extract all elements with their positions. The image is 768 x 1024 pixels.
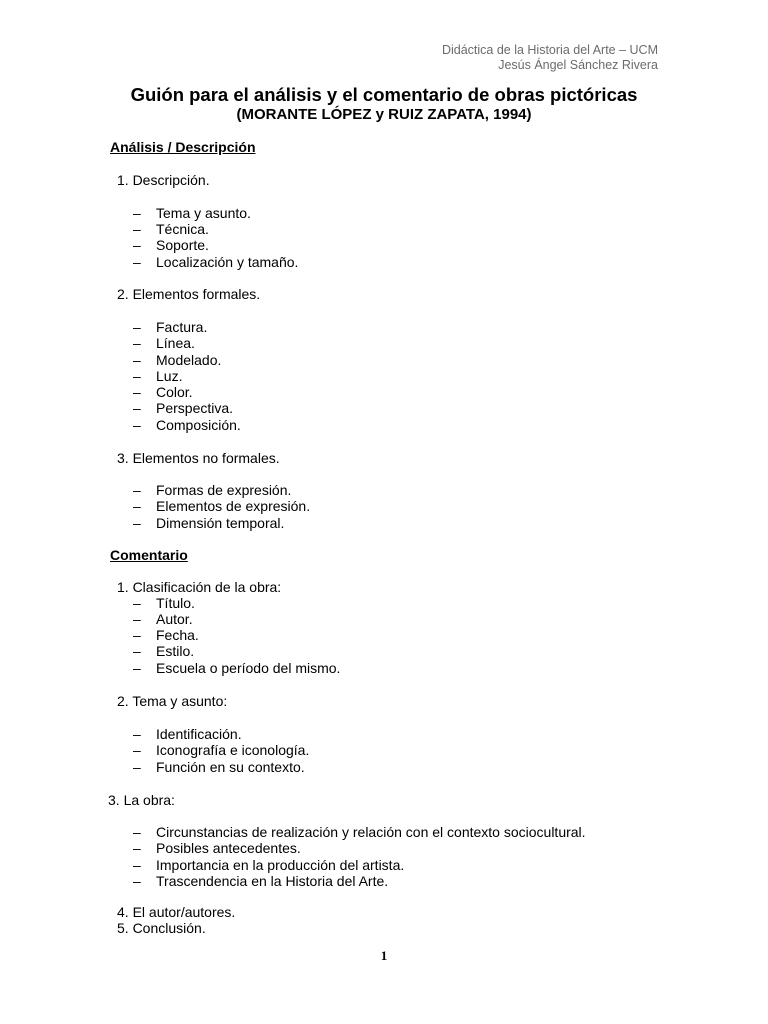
- bullet-text: Elementos de expresión.: [156, 498, 311, 514]
- bullet-text: Identificación.: [156, 726, 242, 742]
- item-label: 5. Conclusión.: [117, 920, 206, 936]
- header-author: Jesús Ángel Sánchez Rivera: [498, 58, 658, 72]
- bullet-text: Técnica.: [156, 221, 209, 237]
- item-label: 4. El autor/autores.: [117, 904, 236, 920]
- item-label: 1. Descripción.: [117, 172, 210, 188]
- bullet-text: Línea.: [156, 335, 195, 351]
- dash-bullet: –: [133, 237, 141, 253]
- dash-bullet: –: [133, 515, 141, 531]
- dash-bullet: –: [133, 726, 141, 742]
- dash-bullet: –: [133, 742, 141, 758]
- dash-bullet: –: [133, 254, 141, 270]
- bullet-text: Circunstancias de realización y relación con el contexto sociocultural.: [156, 824, 586, 840]
- bullet-text: Función en su contexto.: [156, 759, 305, 775]
- dash-bullet: –: [133, 384, 141, 400]
- dash-bullet: –: [133, 660, 141, 676]
- header-course: Didáctica de la Historia del Arte – UCM: [441, 43, 658, 57]
- bullet-text: Iconografía e iconología.: [156, 742, 310, 758]
- section-heading-comentario: Comentario: [110, 547, 188, 563]
- bullet-text: Composición.: [156, 417, 241, 433]
- bullet-text: Tema y asunto.: [156, 205, 251, 221]
- document-title: Guión para el análisis y el comentario de obras pictóricas: [130, 84, 638, 105]
- dash-bullet: –: [133, 759, 141, 775]
- dash-bullet: –: [133, 595, 141, 611]
- bullet-text: Luz.: [156, 368, 183, 384]
- dash-bullet: –: [133, 335, 141, 351]
- bullet-text: Escuela o período del mismo.: [156, 660, 341, 676]
- document-subtitle: (MORANTE LÓPEZ y RUIZ ZAPATA, 1994): [236, 106, 532, 123]
- dash-bullet: –: [133, 417, 141, 433]
- item-label: 2. Elementos formales.: [117, 286, 261, 302]
- dash-bullet: –: [133, 824, 141, 840]
- dash-bullet: –: [133, 221, 141, 237]
- bullet-text: Dimensión temporal.: [156, 515, 285, 531]
- bullet-text: Estilo.: [156, 643, 195, 659]
- bullet-text: Posibles antecedentes.: [156, 840, 301, 856]
- dash-bullet: –: [133, 857, 141, 873]
- bullet-text: Localización y tamaño.: [156, 254, 299, 270]
- dash-bullet: –: [133, 498, 141, 514]
- bullet-text: Autor.: [156, 611, 193, 627]
- bullet-text: Factura.: [156, 319, 208, 335]
- page-number: 1: [380, 948, 388, 963]
- item-label: 3. Elementos no formales.: [117, 450, 280, 466]
- bullet-text: Color.: [156, 384, 193, 400]
- bullet-text: Soporte.: [156, 237, 209, 253]
- bullet-text: Modelado.: [156, 352, 222, 368]
- bullet-text: Trascendencia en la Historia del Arte.: [156, 873, 389, 889]
- section-heading-analisis: Análisis / Descripción: [110, 139, 256, 155]
- dash-bullet: –: [133, 611, 141, 627]
- dash-bullet: –: [133, 840, 141, 856]
- dash-bullet: –: [133, 205, 141, 221]
- dash-bullet: –: [133, 352, 141, 368]
- bullet-text: Importancia en la producción del artista.: [156, 857, 405, 873]
- bullet-text: Perspectiva.: [156, 400, 234, 416]
- bullet-text: Formas de expresión.: [156, 482, 292, 498]
- dash-bullet: –: [133, 400, 141, 416]
- item-label: 1. Clasificación de la obra:: [117, 579, 282, 595]
- dash-bullet: –: [133, 643, 141, 659]
- dash-bullet: –: [133, 627, 141, 643]
- dash-bullet: –: [133, 482, 141, 498]
- item-label: 3. La obra:: [108, 792, 175, 808]
- dash-bullet: –: [133, 873, 141, 889]
- item-label: 2. Tema y asunto:: [117, 693, 228, 709]
- bullet-text: Título.: [156, 595, 195, 611]
- dash-bullet: –: [133, 368, 141, 384]
- dash-bullet: –: [133, 319, 141, 335]
- bullet-text: Fecha.: [156, 627, 199, 643]
